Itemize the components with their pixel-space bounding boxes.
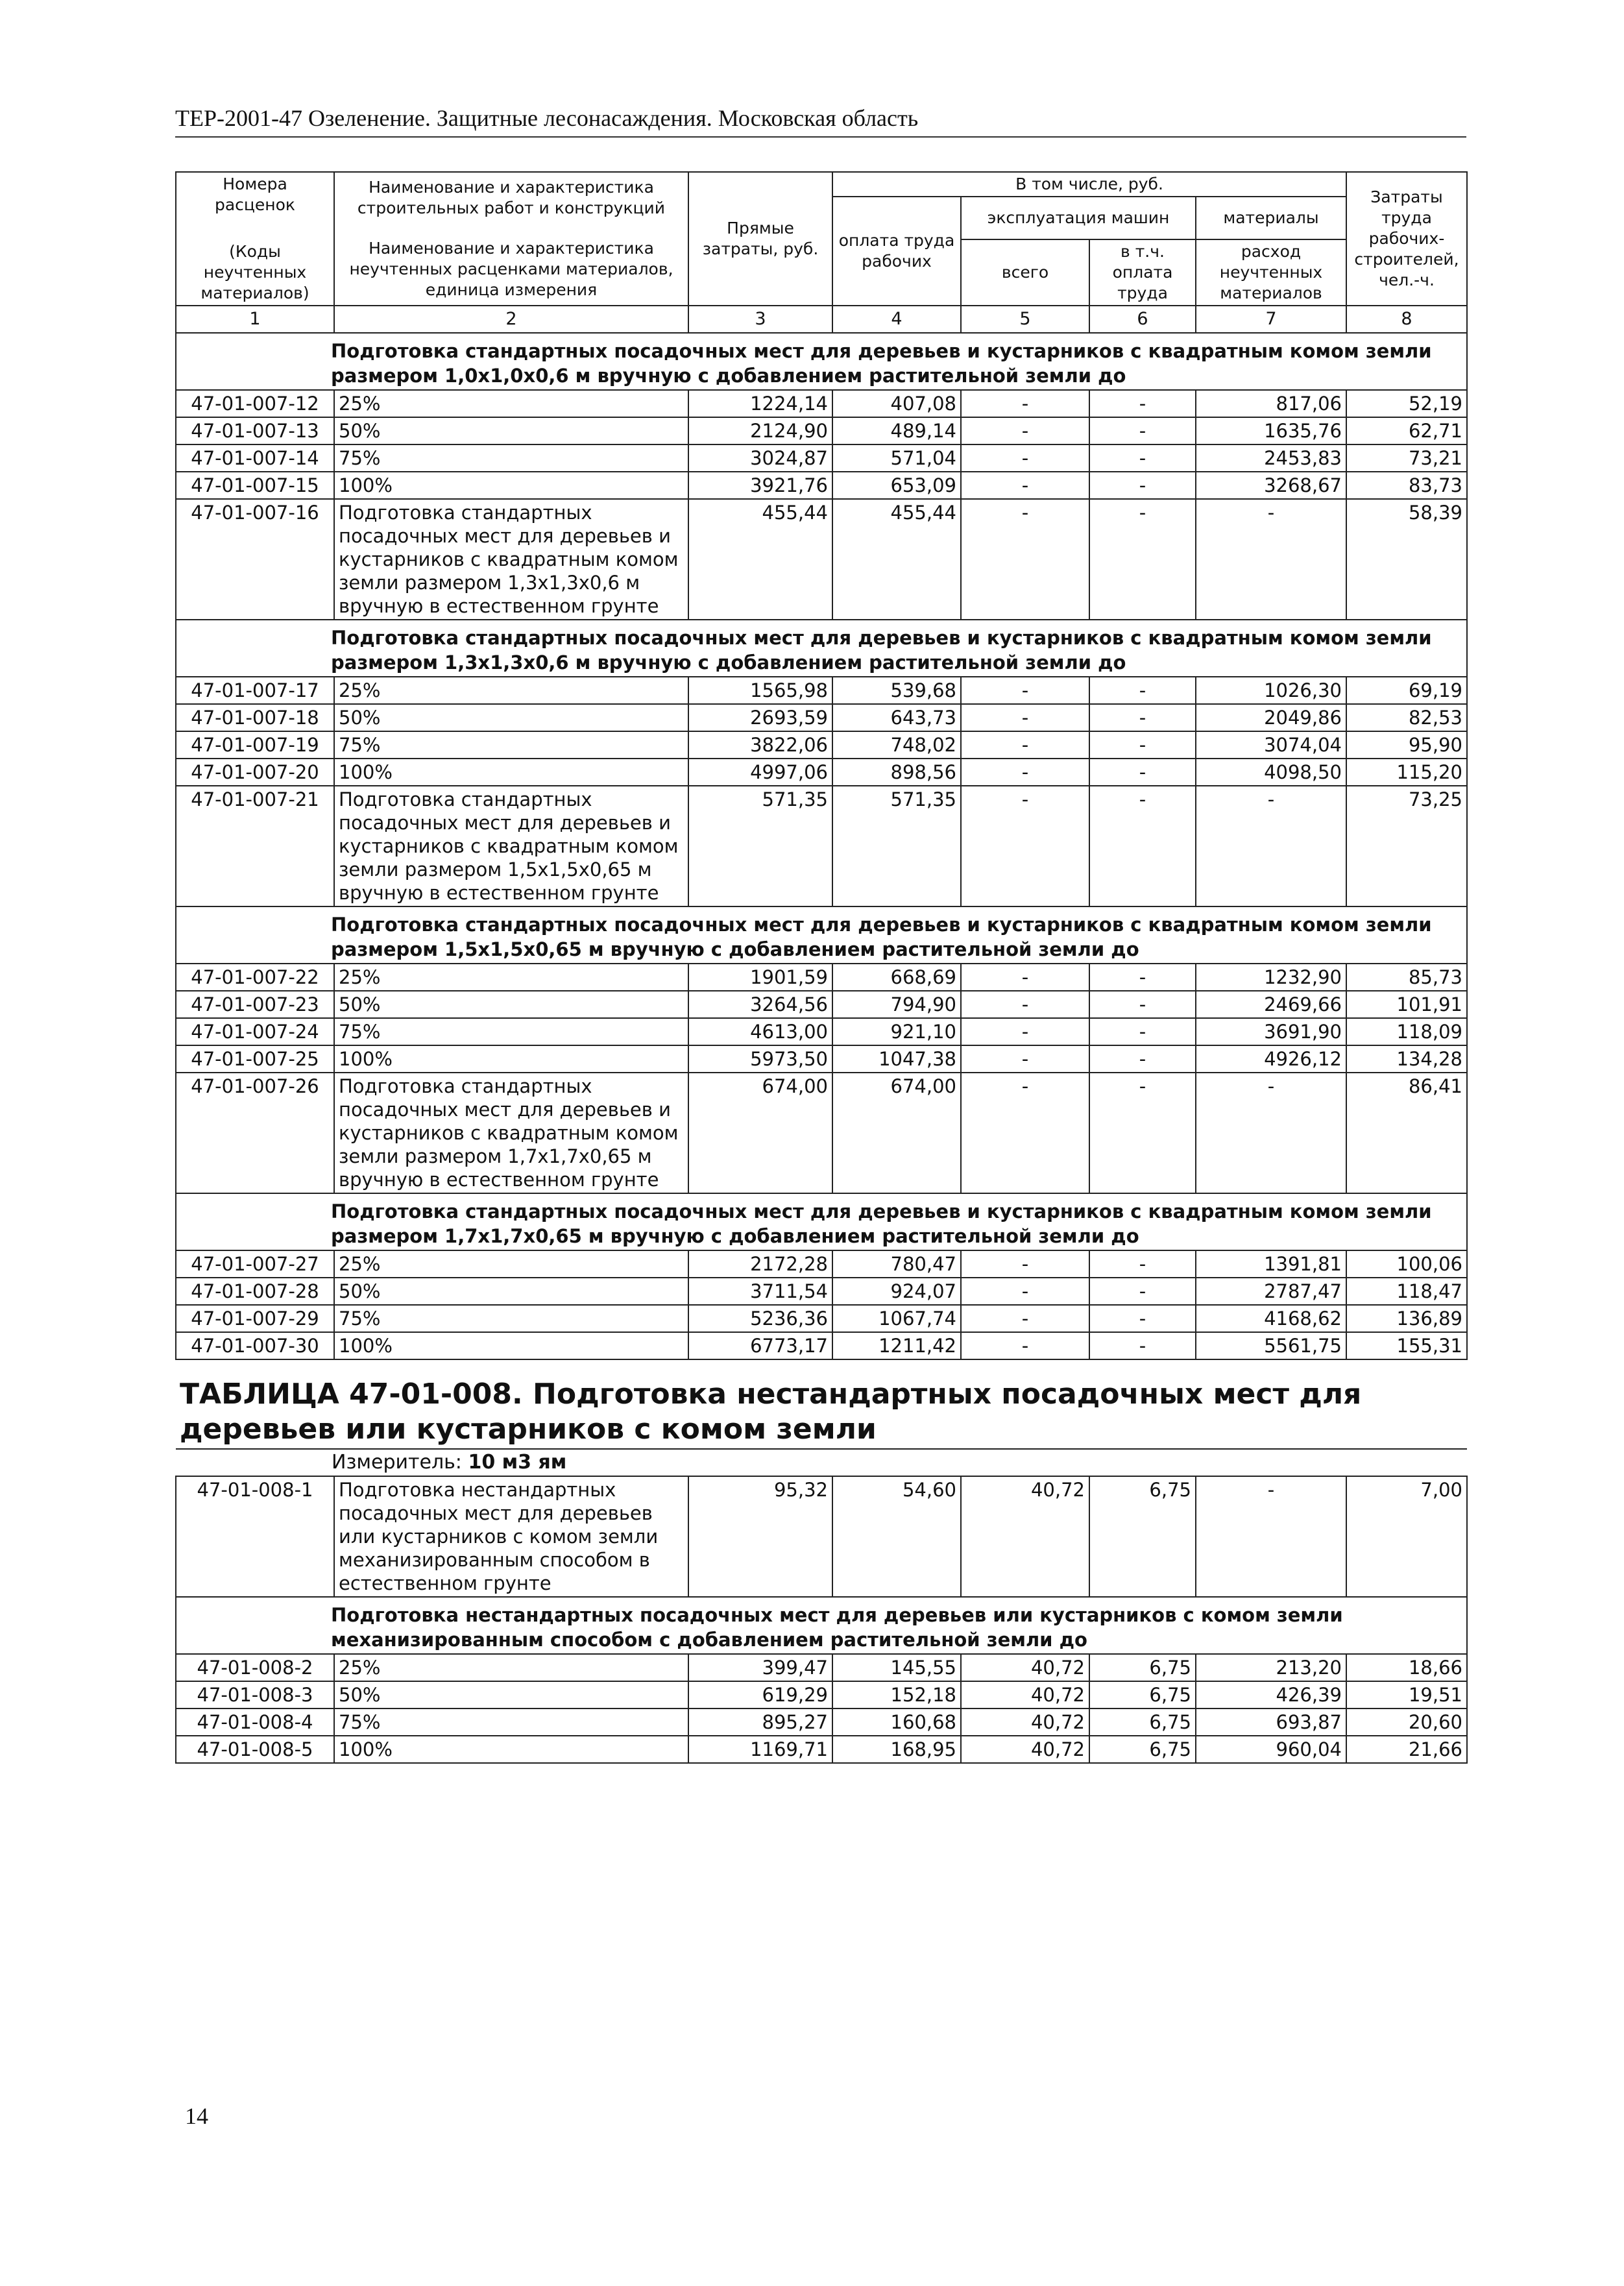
- machines-total-cell: -: [961, 759, 1089, 786]
- col-header-labor-pay: оплата труда рабочих: [832, 197, 961, 306]
- labor-hours-cell: 118,09: [1346, 1018, 1467, 1045]
- rate-code-cell: 47-01-007-15: [176, 472, 334, 499]
- work-name-cell: 25%: [334, 677, 688, 704]
- rate-code-cell: 47-01-007-23: [176, 991, 334, 1018]
- column-number: 1: [176, 306, 334, 333]
- rate-code-cell: 47-01-008-2: [176, 1654, 334, 1681]
- materials-usage-cell: 960,04: [1196, 1736, 1346, 1763]
- table-row: [176, 759, 1467, 786]
- work-name-cell: 25%: [334, 964, 688, 991]
- table-row: [176, 1708, 1467, 1736]
- direct-costs-cell: 2124,90: [688, 417, 832, 444]
- machines-labor-cell: -: [1089, 704, 1196, 731]
- labor-hours-cell: 118,47: [1346, 1278, 1467, 1305]
- table-title-row: [176, 1359, 1467, 1449]
- col2-top-label: Наименование и характеристика строительных работ и конструкций: [357, 178, 666, 217]
- table-row: [176, 786, 1467, 906]
- machines-labor-cell: -: [1089, 1250, 1196, 1278]
- work-name-cell: 50%: [334, 417, 688, 444]
- direct-costs-cell: 1565,98: [688, 677, 832, 704]
- price-table: [175, 171, 1468, 1764]
- col-header-direct-costs: Прямые затраты, руб.: [688, 172, 832, 306]
- labor-pay-cell: 152,18: [832, 1681, 961, 1708]
- labor-hours-cell: 62,71: [1346, 417, 1467, 444]
- machines-labor-cell: -: [1089, 499, 1196, 620]
- machines-labor-cell: -: [1089, 731, 1196, 759]
- labor-pay-cell: 571,04: [832, 444, 961, 472]
- table-row: [176, 1073, 1467, 1193]
- column-number: 5: [961, 306, 1089, 333]
- machines-labor-cell: -: [1089, 1045, 1196, 1073]
- materials-usage-cell: 1232,90: [1196, 964, 1346, 991]
- col-header-name: [334, 172, 688, 306]
- labor-pay-cell: 54,60: [832, 1476, 961, 1597]
- labor-hours-cell: 155,31: [1346, 1332, 1467, 1359]
- column-number: 6: [1089, 306, 1196, 333]
- section-heading-row: [176, 620, 1467, 677]
- rate-code-cell: 47-01-007-14: [176, 444, 334, 472]
- work-name-cell: 75%: [334, 1708, 688, 1736]
- rate-code-cell: 47-01-007-27: [176, 1250, 334, 1278]
- machines-total-cell: -: [961, 731, 1089, 759]
- section-title: Подготовка стандартных посадочных мест для деревьев и кустарников с квадратным комом земли размером 1,3х1,3х0,6 м вручную с добавлением растительной земли до: [331, 627, 1432, 674]
- machines-total-cell: 40,72: [961, 1476, 1089, 1597]
- table-row: [176, 1045, 1467, 1073]
- machines-total-cell: -: [961, 1305, 1089, 1332]
- section-title: Подготовка нестандартных посадочных мест для деревьев или кустарников с комом земли механизированным способом с добавлением растительной земли до: [331, 1604, 1343, 1651]
- work-name-cell: 25%: [334, 1654, 688, 1681]
- rate-code-cell: 47-01-008-1: [176, 1476, 334, 1597]
- machines-labor-cell: -: [1089, 390, 1196, 417]
- work-name-cell: 25%: [334, 1250, 688, 1278]
- materials-usage-cell: 4168,62: [1196, 1305, 1346, 1332]
- work-name-cell: 75%: [334, 731, 688, 759]
- table-row: [176, 704, 1467, 731]
- table-row: [176, 991, 1467, 1018]
- machines-labor-cell: -: [1089, 1278, 1196, 1305]
- labor-pay-cell: 168,95: [832, 1736, 961, 1763]
- labor-pay-cell: 1211,42: [832, 1332, 961, 1359]
- column-number-row: [176, 306, 1467, 333]
- materials-usage-cell: 2453,83: [1196, 444, 1346, 472]
- labor-pay-cell: 489,14: [832, 417, 961, 444]
- direct-costs-cell: 1224,14: [688, 390, 832, 417]
- direct-costs-cell: 3024,87: [688, 444, 832, 472]
- machines-labor-cell: -: [1089, 759, 1196, 786]
- col-header-machines: эксплуатация машин: [961, 197, 1196, 239]
- col-header-labor-hours: Затраты труда рабочих-строителей, чел.-ч.: [1346, 172, 1467, 306]
- work-name-cell: 75%: [334, 1305, 688, 1332]
- work-name-cell: 50%: [334, 704, 688, 731]
- materials-usage-cell: -: [1196, 499, 1346, 620]
- machines-total-cell: -: [961, 1278, 1089, 1305]
- direct-costs-cell: 2693,59: [688, 704, 832, 731]
- labor-pay-cell: 780,47: [832, 1250, 961, 1278]
- work-name-cell: 100%: [334, 472, 688, 499]
- work-name-cell: 50%: [334, 1278, 688, 1305]
- direct-costs-cell: 571,35: [688, 786, 832, 906]
- section-heading-cell: [176, 906, 1467, 964]
- work-name-cell: 75%: [334, 1018, 688, 1045]
- section-heading-cell: [176, 620, 1467, 677]
- measure-cell: [176, 1449, 1467, 1476]
- machines-total-cell: -: [961, 991, 1089, 1018]
- table-row: [176, 731, 1467, 759]
- labor-hours-cell: 21,66: [1346, 1736, 1467, 1763]
- work-name-cell: 100%: [334, 1045, 688, 1073]
- work-name-cell: Подготовка стандартных посадочных мест для деревьев и кустарников с квадратным комом земли размером 1,7х1,7х0,65 м вручную в естественном грунте: [334, 1073, 688, 1193]
- labor-pay-cell: 898,56: [832, 759, 961, 786]
- col1-top-label: Номера расценок: [214, 175, 296, 214]
- machines-total-cell: -: [961, 499, 1089, 620]
- rate-code-cell: 47-01-007-13: [176, 417, 334, 444]
- materials-usage-cell: 5561,75: [1196, 1332, 1346, 1359]
- materials-usage-cell: 2787,47: [1196, 1278, 1346, 1305]
- rate-code-cell: 47-01-007-28: [176, 1278, 334, 1305]
- table-row: [176, 964, 1467, 991]
- direct-costs-cell: 5973,50: [688, 1045, 832, 1073]
- materials-usage-cell: 3268,67: [1196, 472, 1346, 499]
- price-table-container: [175, 171, 1466, 1764]
- materials-usage-cell: 3074,04: [1196, 731, 1346, 759]
- labor-hours-cell: 82,53: [1346, 704, 1467, 731]
- direct-costs-cell: 4997,06: [688, 759, 832, 786]
- page-number: 14: [185, 2103, 208, 2129]
- direct-costs-cell: 399,47: [688, 1654, 832, 1681]
- materials-usage-cell: 1635,76: [1196, 417, 1346, 444]
- direct-costs-cell: 674,00: [688, 1073, 832, 1193]
- work-name-cell: 75%: [334, 444, 688, 472]
- labor-pay-cell: 794,90: [832, 991, 961, 1018]
- column-number: 4: [832, 306, 961, 333]
- table-row: [176, 1681, 1467, 1708]
- labor-hours-cell: 58,39: [1346, 499, 1467, 620]
- direct-costs-cell: 3711,54: [688, 1278, 832, 1305]
- machines-labor-cell: -: [1089, 1305, 1196, 1332]
- materials-usage-cell: 3691,90: [1196, 1018, 1346, 1045]
- direct-costs-cell: 3822,06: [688, 731, 832, 759]
- labor-hours-cell: 73,25: [1346, 786, 1467, 906]
- work-name-cell: Подготовка стандартных посадочных мест для деревьев и кустарников с квадратным комом земли размером 1,5х1,5х0,65 м вручную в естественном грунте: [334, 786, 688, 906]
- labor-hours-cell: 100,06: [1346, 1250, 1467, 1278]
- work-name-cell: 100%: [334, 1736, 688, 1763]
- machines-labor-cell: -: [1089, 1018, 1196, 1045]
- col-header-machines-labor: в т.ч. оплата труда: [1089, 239, 1196, 306]
- column-number: 7: [1196, 306, 1346, 333]
- direct-costs-cell: 5236,36: [688, 1305, 832, 1332]
- machines-labor-cell: -: [1089, 677, 1196, 704]
- section-heading-row: [176, 1193, 1467, 1250]
- labor-pay-cell: 643,73: [832, 704, 961, 731]
- machines-total-cell: -: [961, 1250, 1089, 1278]
- machines-total-cell: -: [961, 472, 1089, 499]
- direct-costs-cell: 3921,76: [688, 472, 832, 499]
- rate-code-cell: 47-01-007-17: [176, 677, 334, 704]
- machines-labor-cell: -: [1089, 786, 1196, 906]
- materials-usage-cell: 2469,66: [1196, 991, 1346, 1018]
- labor-hours-cell: 83,73: [1346, 472, 1467, 499]
- labor-pay-cell: 924,07: [832, 1278, 961, 1305]
- materials-usage-cell: 693,87: [1196, 1708, 1346, 1736]
- machines-labor-cell: 6,75: [1089, 1681, 1196, 1708]
- work-name-cell: Подготовка стандартных посадочных мест для деревьев и кустарников с квадратным комом земли размером 1,3х1,3х0,6 м вручную в естественном грунте: [334, 499, 688, 620]
- table-row: [176, 1250, 1467, 1278]
- rate-code-cell: 47-01-007-16: [176, 499, 334, 620]
- rate-code-cell: 47-01-007-19: [176, 731, 334, 759]
- labor-hours-cell: 95,90: [1346, 731, 1467, 759]
- machines-labor-cell: -: [1089, 964, 1196, 991]
- table-row: [176, 390, 1467, 417]
- direct-costs-cell: 619,29: [688, 1681, 832, 1708]
- section-title: Подготовка стандартных посадочных мест для деревьев и кустарников с квадратным комом земли размером 1,5х1,5х0,65 м вручную с добавлением растительной земли до: [331, 914, 1432, 960]
- section-title: Подготовка стандартных посадочных мест для деревьев и кустарников с квадратным комом земли размером 1,7х1,7х0,65 м вручную с добавлением растительной земли до: [331, 1200, 1432, 1247]
- table-row: [176, 1654, 1467, 1681]
- work-name-cell: 50%: [334, 991, 688, 1018]
- measure-row: [176, 1449, 1467, 1476]
- machines-total-cell: -: [961, 1332, 1089, 1359]
- table-row: [176, 1018, 1467, 1045]
- work-name-cell: 100%: [334, 759, 688, 786]
- table-row: [176, 444, 1467, 472]
- machines-labor-cell: 6,75: [1089, 1654, 1196, 1681]
- machines-labor-cell: -: [1089, 417, 1196, 444]
- machines-total-cell: -: [961, 417, 1089, 444]
- machines-labor-cell: -: [1089, 444, 1196, 472]
- labor-hours-cell: 18,66: [1346, 1654, 1467, 1681]
- machines-total-cell: -: [961, 1018, 1089, 1045]
- table-row: [176, 499, 1467, 620]
- labor-pay-cell: 571,35: [832, 786, 961, 906]
- table-row: [176, 472, 1467, 499]
- machines-labor-cell: -: [1089, 472, 1196, 499]
- materials-usage-cell: 213,20: [1196, 1654, 1346, 1681]
- labor-hours-cell: 20,60: [1346, 1708, 1467, 1736]
- rate-code-cell: 47-01-007-30: [176, 1332, 334, 1359]
- section-heading-row: [176, 1597, 1467, 1654]
- work-name-cell: 100%: [334, 1332, 688, 1359]
- direct-costs-cell: 4613,00: [688, 1018, 832, 1045]
- labor-hours-cell: 101,91: [1346, 991, 1467, 1018]
- materials-usage-cell: 2049,86: [1196, 704, 1346, 731]
- labor-hours-cell: 115,20: [1346, 759, 1467, 786]
- rate-code-cell: 47-01-007-21: [176, 786, 334, 906]
- machines-labor-cell: 6,75: [1089, 1708, 1196, 1736]
- direct-costs-cell: 1169,71: [688, 1736, 832, 1763]
- column-number: 2: [334, 306, 688, 333]
- machines-total-cell: -: [961, 1073, 1089, 1193]
- section-title: Подготовка стандартных посадочных мест для деревьев и кустарников с квадратным комом земли размером 1,0х1,0х0,6 м вручную с добавлением растительной земли до: [331, 340, 1432, 387]
- labor-hours-cell: 134,28: [1346, 1045, 1467, 1073]
- machines-total-cell: 40,72: [961, 1736, 1089, 1763]
- section-heading-cell: [176, 1597, 1467, 1654]
- col-header-machines-total: всего: [961, 239, 1089, 306]
- direct-costs-cell: 1901,59: [688, 964, 832, 991]
- labor-hours-cell: 85,73: [1346, 964, 1467, 991]
- materials-usage-cell: 4098,50: [1196, 759, 1346, 786]
- table-row: [176, 1736, 1467, 1763]
- labor-pay-cell: 668,69: [832, 964, 961, 991]
- work-name-cell: Подготовка нестандартных посадочных мест для деревьев или кустарников с комом земли механизированным способом в естественном грунте: [334, 1476, 688, 1597]
- machines-labor-cell: 6,75: [1089, 1476, 1196, 1597]
- machines-total-cell: -: [961, 444, 1089, 472]
- machines-labor-cell: -: [1089, 991, 1196, 1018]
- work-name-cell: 50%: [334, 1681, 688, 1708]
- labor-pay-cell: 160,68: [832, 1708, 961, 1736]
- table-row: [176, 1476, 1467, 1597]
- labor-pay-cell: 407,08: [832, 390, 961, 417]
- labor-pay-cell: 145,55: [832, 1654, 961, 1681]
- labor-pay-cell: 1067,74: [832, 1305, 961, 1332]
- col-header-materials: материалы: [1196, 197, 1346, 239]
- labor-pay-cell: 653,09: [832, 472, 961, 499]
- labor-pay-cell: 539,68: [832, 677, 961, 704]
- rate-code-cell: 47-01-007-24: [176, 1018, 334, 1045]
- machines-total-cell: -: [961, 1045, 1089, 1073]
- labor-pay-cell: 1047,38: [832, 1045, 961, 1073]
- machines-labor-cell: -: [1089, 1332, 1196, 1359]
- labor-pay-cell: 921,10: [832, 1018, 961, 1045]
- machines-total-cell: -: [961, 964, 1089, 991]
- labor-hours-cell: 136,89: [1346, 1305, 1467, 1332]
- labor-pay-cell: 455,44: [832, 499, 961, 620]
- materials-usage-cell: 817,06: [1196, 390, 1346, 417]
- col-header-codes: [176, 172, 334, 306]
- section-heading-row: [176, 333, 1467, 390]
- machines-labor-cell: -: [1089, 1073, 1196, 1193]
- header-row-1: [176, 172, 1467, 197]
- rate-code-cell: 47-01-007-18: [176, 704, 334, 731]
- direct-costs-cell: 895,27: [688, 1708, 832, 1736]
- materials-usage-cell: -: [1196, 1476, 1346, 1597]
- labor-hours-cell: 86,41: [1346, 1073, 1467, 1193]
- table-row: [176, 1278, 1467, 1305]
- column-number: 8: [1346, 306, 1467, 333]
- rate-code-cell: 47-01-007-26: [176, 1073, 334, 1193]
- labor-pay-cell: 674,00: [832, 1073, 961, 1193]
- direct-costs-cell: 3264,56: [688, 991, 832, 1018]
- rate-code-cell: 47-01-008-3: [176, 1681, 334, 1708]
- machines-total-cell: 40,72: [961, 1654, 1089, 1681]
- materials-usage-cell: 1391,81: [1196, 1250, 1346, 1278]
- rate-code-cell: 47-01-007-29: [176, 1305, 334, 1332]
- section-heading-row: [176, 906, 1467, 964]
- machines-total-cell: 40,72: [961, 1708, 1089, 1736]
- labor-hours-cell: 52,19: [1346, 390, 1467, 417]
- col1-bottom-label: (Коды неучтенных материалов): [200, 242, 309, 302]
- materials-usage-cell: 426,39: [1196, 1681, 1346, 1708]
- work-name-cell: 25%: [334, 390, 688, 417]
- col-header-materials-usage: расход неучтенных материалов: [1196, 239, 1346, 306]
- labor-hours-cell: 7,00: [1346, 1476, 1467, 1597]
- materials-usage-cell: -: [1196, 1073, 1346, 1193]
- direct-costs-cell: 2172,28: [688, 1250, 832, 1278]
- table-row: [176, 1305, 1467, 1332]
- table-row: [176, 1332, 1467, 1359]
- labor-hours-cell: 69,19: [1346, 677, 1467, 704]
- labor-pay-cell: 748,02: [832, 731, 961, 759]
- direct-costs-cell: 95,32: [688, 1476, 832, 1597]
- column-number: 3: [688, 306, 832, 333]
- col2-bottom-label: Наименование и характеристика неучтенных расценками материалов, единица измерения: [349, 239, 673, 299]
- materials-usage-cell: 1026,30: [1196, 677, 1346, 704]
- table-row: [176, 417, 1467, 444]
- machines-total-cell: -: [961, 786, 1089, 906]
- rate-code-cell: 47-01-007-25: [176, 1045, 334, 1073]
- machines-total-cell: -: [961, 390, 1089, 417]
- machines-total-cell: -: [961, 704, 1089, 731]
- machines-total-cell: 40,72: [961, 1681, 1089, 1708]
- rate-code-cell: 47-01-007-22: [176, 964, 334, 991]
- rate-code-cell: 47-01-008-4: [176, 1708, 334, 1736]
- machines-labor-cell: 6,75: [1089, 1736, 1196, 1763]
- direct-costs-cell: 455,44: [688, 499, 832, 620]
- section-heading-cell: [176, 333, 1467, 390]
- table-title: ТАБЛИЦА 47-01-008. Подготовка нестандартных посадочных мест для деревьев или кустарников с комом земли: [176, 1359, 1467, 1449]
- labor-hours-cell: 19,51: [1346, 1681, 1467, 1708]
- rate-code-cell: 47-01-008-5: [176, 1736, 334, 1763]
- measure-value: 10 м3 ям: [468, 1451, 567, 1474]
- machines-total-cell: -: [961, 677, 1089, 704]
- measure-label: Измеритель:: [332, 1451, 468, 1474]
- materials-usage-cell: -: [1196, 786, 1346, 906]
- rate-code-cell: 47-01-007-12: [176, 390, 334, 417]
- direct-costs-cell: 6773,17: [688, 1332, 832, 1359]
- materials-usage-cell: 4926,12: [1196, 1045, 1346, 1073]
- labor-hours-cell: 73,21: [1346, 444, 1467, 472]
- col-header-including: В том числе, руб.: [832, 172, 1346, 197]
- rate-code-cell: 47-01-007-20: [176, 759, 334, 786]
- table-row: [176, 677, 1467, 704]
- section-heading-cell: [176, 1193, 1467, 1250]
- running-header: ТЕР-2001-47 Озеленение. Защитные лесонасаждения. Московская область: [175, 104, 1466, 138]
